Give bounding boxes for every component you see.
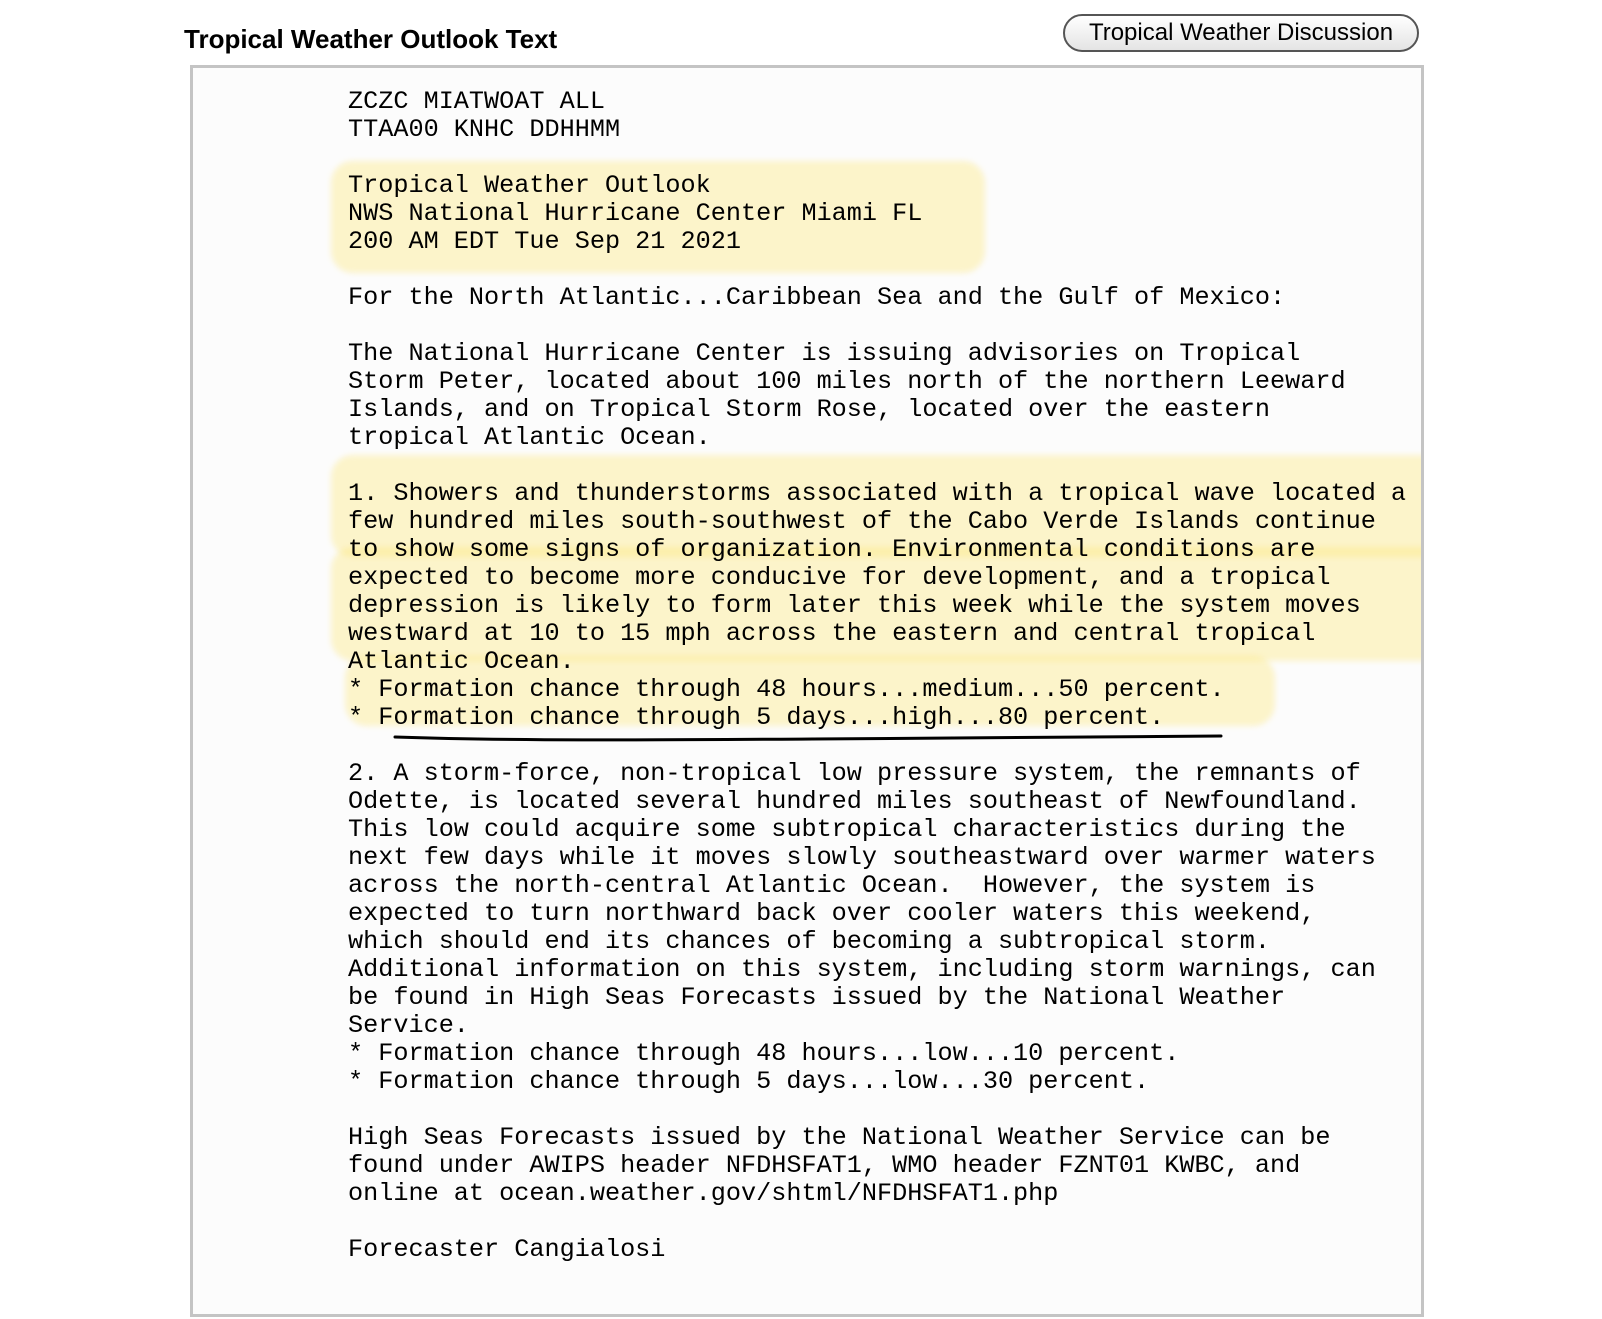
tropical-weather-discussion-button[interactable]: Tropical Weather Discussion — [1063, 14, 1419, 52]
outlook-text: ZCZC MIATWOAT ALL TTAA00 KNHC DDHHMM Tropical Weather Outlook NWS National Hurricane Center Miami FL 200 AM EDT Tue Sep 21 2021 For the North Atlantic...Caribbean Sea and the Gulf of Mexico: The National Hurricane Center is issuing advisories on Tropical Storm Peter, located about 100 miles north of the northern Leeward Islands, and on Tropical Storm Rose, located over the eastern tropical Atlantic Ocean. 1. Showers and thunderstorms associated with a tropical wave located a few hundred miles south-southwest of the Cabo Verde Islands continue to show some signs of organization. Environmental conditions are expected to become more conducive for development, and a tropical depression is likely to form later this week while the system moves westward at 10 to 15 mph across the eastern and central tropical Atlantic Ocean. * Formation chance through 48 hours...medium...50 percent. * Formation chance through 5 days...high...80 percent. 2. A storm-force, non-tropical low pressure system, the remnants of Odette, is located several hundred miles southeast of Newfoundland. This low could acquire some subtropical characteristics during the next few days while it moves slowly southeastward over warmer waters across the north-central Atlantic Ocean. However, the system is expected to turn northward back over cooler waters this weekend, which should end its chances of becoming a subtropical storm. Additional information on this system, including storm warnings, can be found in High Seas Forecasts issued by the National Weather Service. * Formation chance through 48 hours...low...10 percent. * Formation chance through 5 days...low...30 percent. High Seas Forecasts issued by the National Weather Service can be found under AWIPS header NFDHSFAT1, WMO header FZNT01 KWBC, and online at ocean.weather.gov/shtml/NFDHSFAT1.php Forecaster Cangialosi — [348, 87, 1407, 1264]
outlook-text-box — [190, 65, 1424, 1317]
page-title: Tropical Weather Outlook Text — [184, 24, 558, 54]
